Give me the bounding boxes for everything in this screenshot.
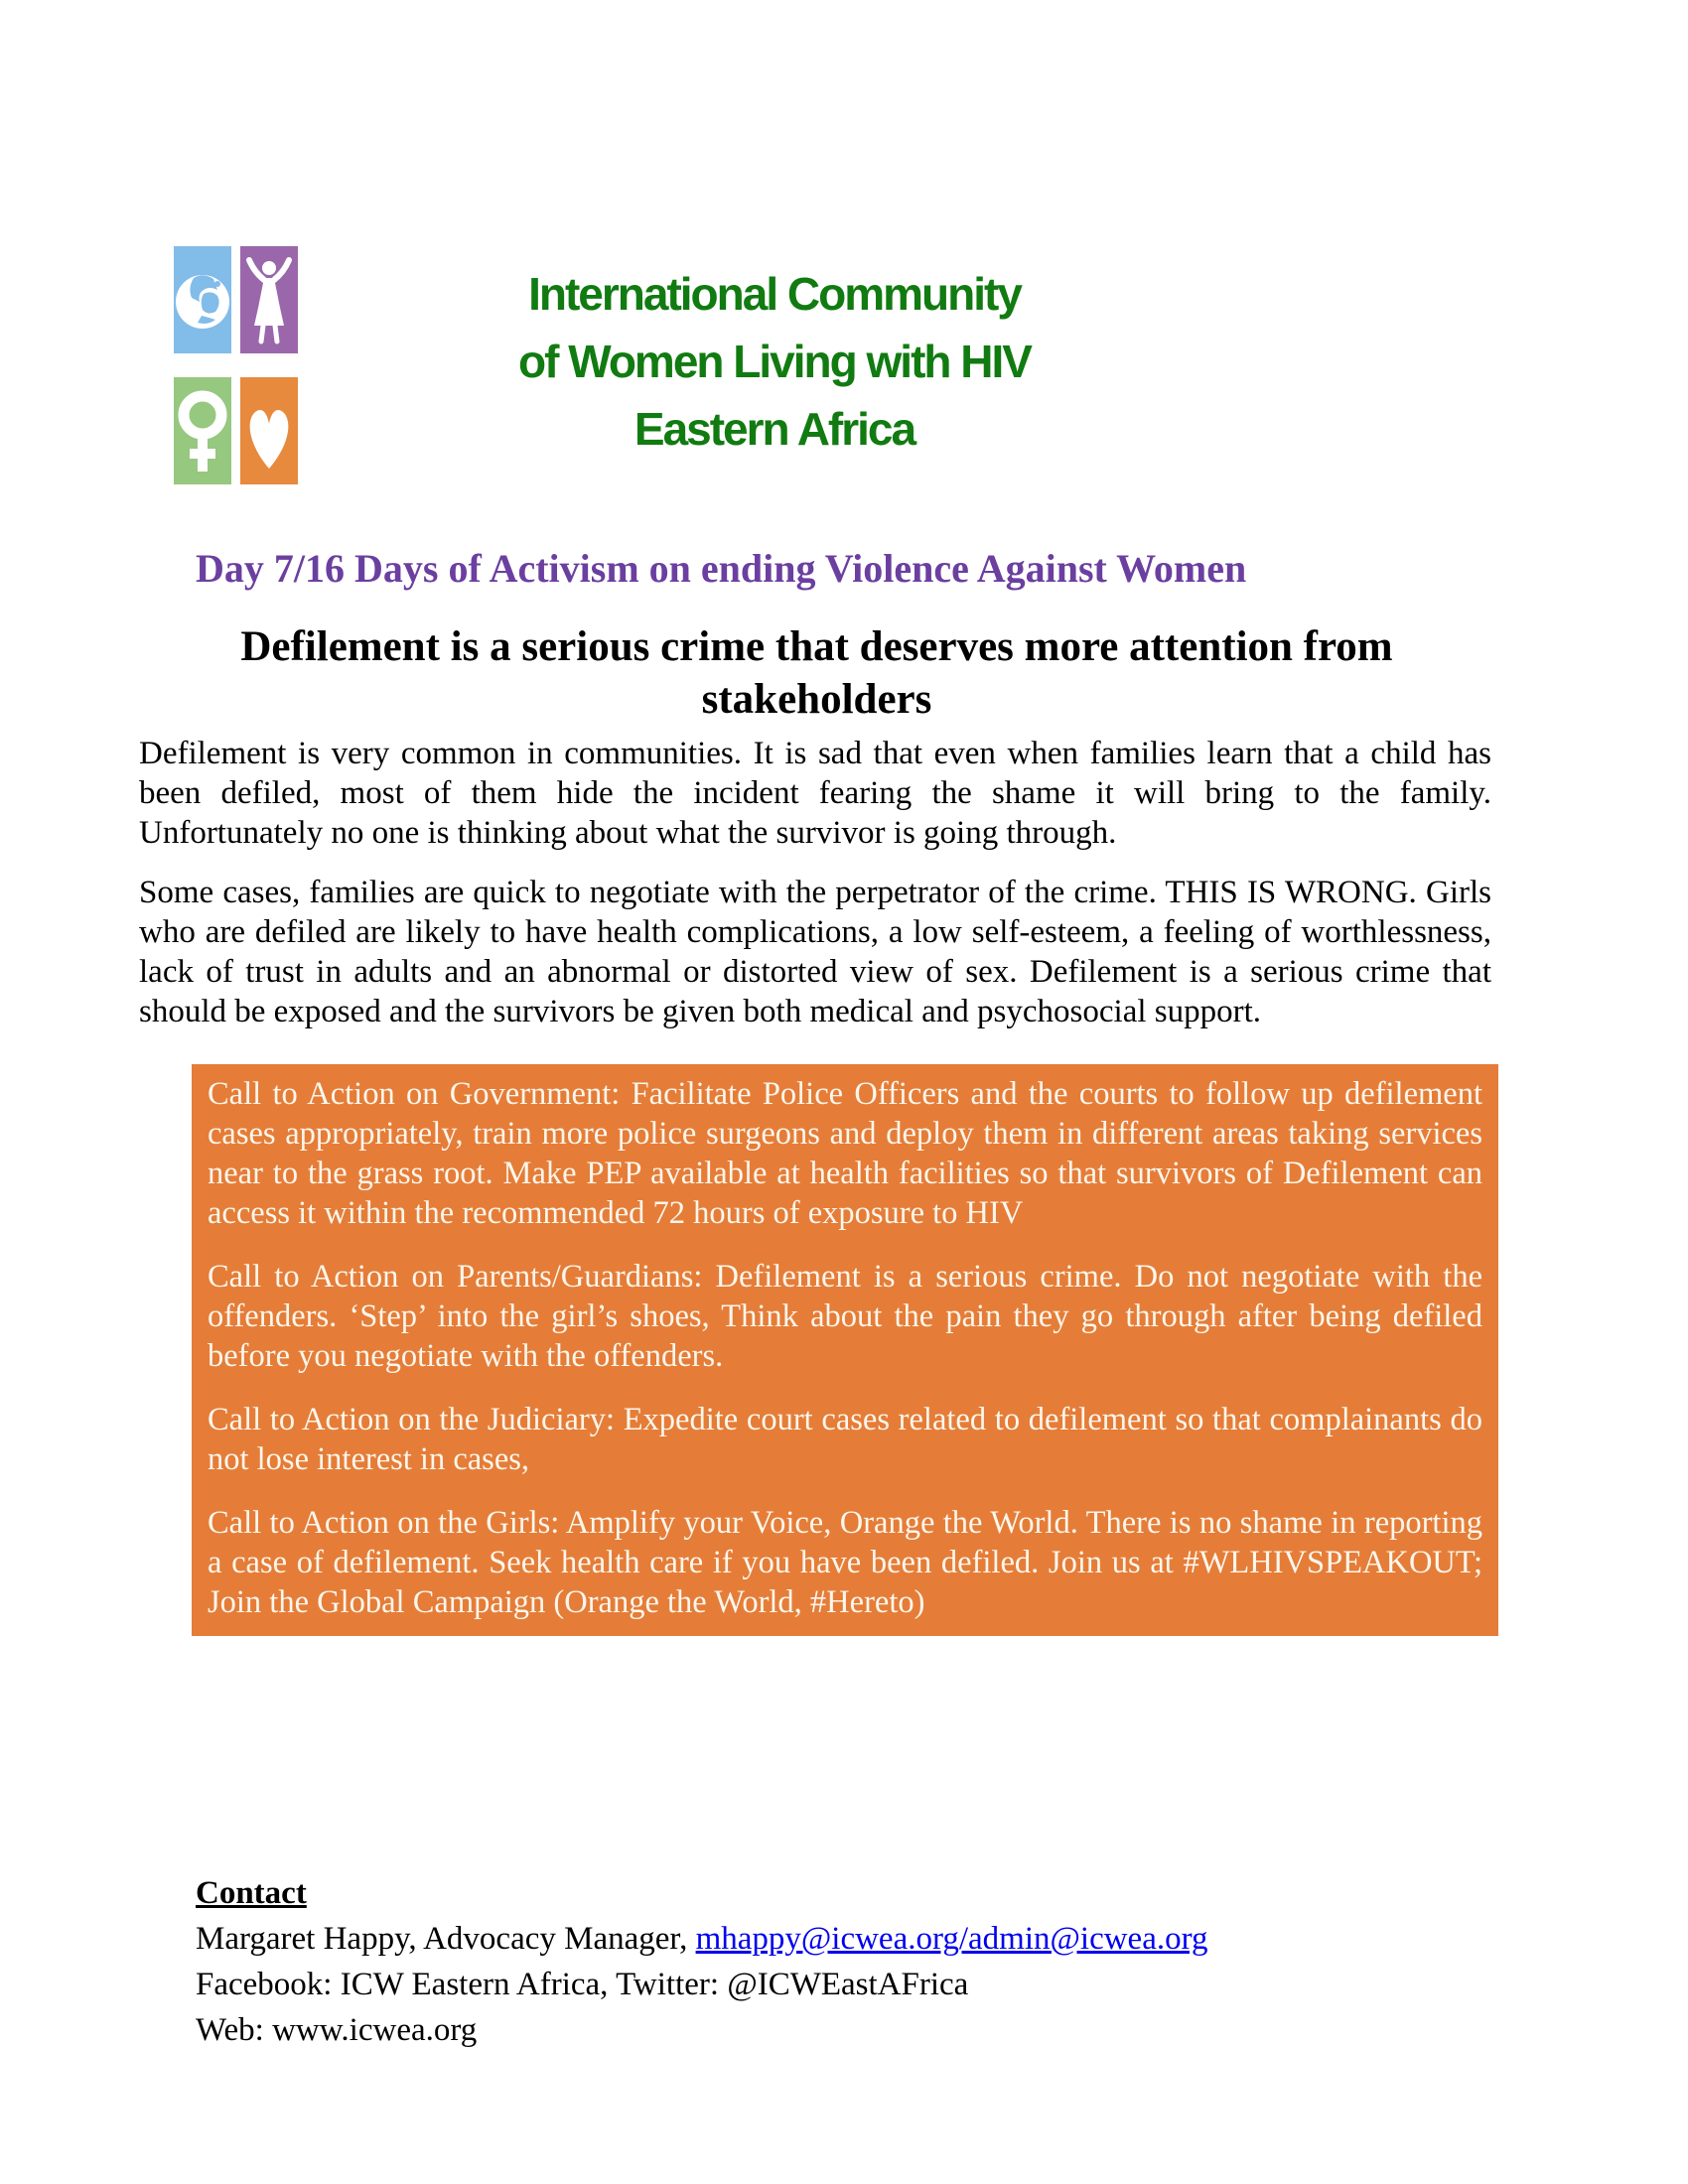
campaign-day-heading: Day 7/16 Days of Activism on ending Violence Against Women [196,546,1247,591]
contact-section [196,1870,1208,2053]
contact-person: Margaret Happy, Advocacy Manager, [196,1921,696,1957]
org-name-line-1: International Community [528,268,1021,320]
body-paragraph: Some cases, families are quick to negotiate with the perpetrator of the crime. THIS IS WRONG. Girls who are defiled are likely to have health complications, a low self-esteem, a feeling of worthlessness, lack of trust in adults and an abnormal or distorted view of sex. Defilement is a serious crime that should be exposed and the survivors be given both medical and psychosocial support. [139,875,1491,1029]
contact-web-line: Web: www.icwea.org [196,2012,478,2048]
org-name [467,260,1082,463]
call-to-action-box [192,1064,1498,1636]
cta-girls: Call to Action on the Girls: Amplify your Voice, Orange the World. There is no shame in reporting a case of defilement. Seek health care if you have been defiled. Join us at #WLHIVSPEAKOUT; Join the Global Campaign (Orange the World, #Hereto) [208,1505,1482,1620]
email-link[interactable]: mhappy@icwea.org/admin@icwea.org [695,1921,1208,1957]
contact-person-line [196,1916,1208,1962]
heart-icon [240,377,298,484]
cta-government: Call to Action on Government: Facilitate Police Officers and the courts to follow up defilement cases appropriately, train more police surgeons and deploy them in different areas taking services near to the grass root. Make PEP available at health facilities so that survivors of Defilement can access it within the recommended 72 hours of exposure to HIV [208,1076,1482,1231]
person-raised-arms-icon [240,246,298,353]
org-name-line-2: of Women Living with HIV [518,336,1031,387]
org-logo [174,246,298,484]
contact-heading: Contact [196,1875,307,1911]
org-name-line-3: Eastern Africa [633,403,915,455]
cta-parents-guardians: Call to Action on Parents/Guardians: Defilement is a serious crime. Do not negotiate with the offenders. ‘Step’ into the girl’s shoes, Think about the pain they go through after being defiled before you negotiate with the offenders. [208,1259,1482,1374]
female-symbol-icon [174,377,231,484]
contact-social-line: Facebook: ICW Eastern Africa, Twitter: @ICWEastAFrica [196,1967,969,2002]
article-title-line-1: Defilement is a serious crime that deserves more attention from [240,623,1393,670]
cta-judiciary: Call to Action on the Judiciary: Expedite court cases related to defilement so that complainants do not lose interest in cases, [208,1402,1482,1477]
body-paragraph: Defilement is very common in communities. It is sad that even when families learn that a child has been defiled, most of them hide the incident fearing the shame it will bring to the family. Unfortunately no one is thinking about what the survivor is going through. [139,736,1491,851]
article-title-line-2: stakeholders [701,676,932,723]
article-title [139,620,1494,726]
globe-icon [174,246,231,353]
